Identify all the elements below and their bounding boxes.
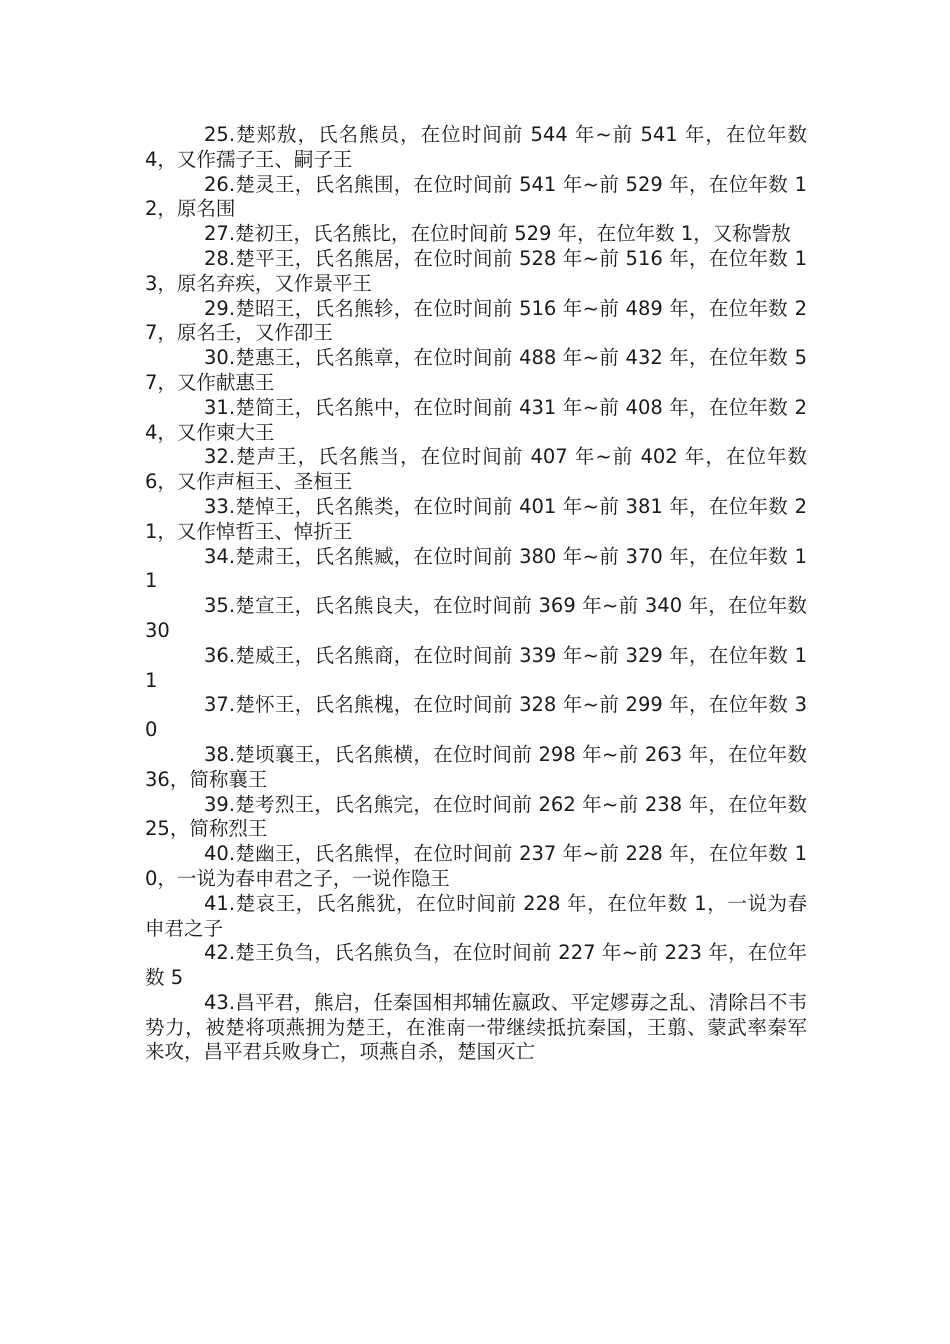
list-item: 26.楚灵王，氏名熊围，在位时间前 541 年~前 529 年，在位年数 12，原名围	[145, 172, 807, 221]
list-item: 33.楚悼王，氏名熊类，在位时间前 401 年~前 381 年，在位年数 21，又作悼哲王、悼折王	[145, 494, 807, 543]
list-item: 41.楚哀王，氏名熊犹，在位时间前 228 年，在位年数 1，一说为春申君之子	[145, 891, 807, 940]
document-body	[145, 123, 807, 1065]
list-item: 42.楚王负刍，氏名熊负刍，在位时间前 227 年~前 223 年，在位年数 5	[145, 941, 807, 990]
list-item: 30.楚惠王，氏名熊章，在位时间前 488 年~前 432 年，在位年数 57，又作献惠王	[145, 346, 807, 394]
list-item: 39.楚考烈王，氏名熊完，在位时间前 262 年~前 238 年，在位年数 25，简称烈王	[145, 792, 807, 841]
list-item: 29.楚昭王，氏名熊轸，在位时间前 516 年~前 489 年，在位年数 27，原名壬，又作卲王	[145, 296, 807, 345]
list-item: 40.楚幽王，氏名熊悍，在位时间前 237 年~前 228 年，在位年数 10，一说为春申君之子，一说作隐王	[145, 842, 807, 890]
list-item: 38.楚顷襄王，氏名熊横，在位时间前 298 年~前 263 年，在位年数 36，简称襄王	[145, 742, 807, 791]
list-item: 36.楚威王，氏名熊商，在位时间前 339 年~前 329 年，在位年数 11	[145, 643, 807, 692]
list-item: 25.楚郏敖，氏名熊员，在位时间前 544 年~前 541 年，在位年数 4，又作孺子王、嗣子王	[145, 123, 807, 171]
list-item: 34.楚肃王，氏名熊臧，在位时间前 380 年~前 370 年，在位年数 11	[145, 544, 807, 593]
list-item: 35.楚宣王，氏名熊良夫，在位时间前 369 年~前 340 年，在位年数 30	[145, 594, 807, 642]
list-item: 27.楚初王，氏名熊比，在位时间前 529 年，在位年数 1，又称訾敖	[204, 222, 791, 246]
list-item: 32.楚声王，氏名熊当，在位时间前 407 年~前 402 年，在位年数 6，又作声桓王、圣桓王	[145, 445, 807, 494]
list-item: 28.楚平王，氏名熊居，在位时间前 528 年~前 516 年，在位年数 13，原名弃疾，又作景平王	[145, 246, 807, 295]
list-item: 43.昌平君，熊启，任秦国相邦辅佐嬴政、平定嫪毐之乱、清除吕不韦势力，被楚将项燕拥为楚王，在淮南一带继续抵抗秦国，王翦、蒙武率秦军来攻，昌平君兵败身亡，项燕自杀，楚国灭亡	[145, 990, 807, 1064]
list-item: 31.楚简王，氏名熊中，在位时间前 431 年~前 408 年，在位年数 24，又作柬大王	[145, 395, 807, 444]
list-item: 37.楚怀王，氏名熊槐，在位时间前 328 年~前 299 年，在位年数 30	[145, 693, 807, 742]
